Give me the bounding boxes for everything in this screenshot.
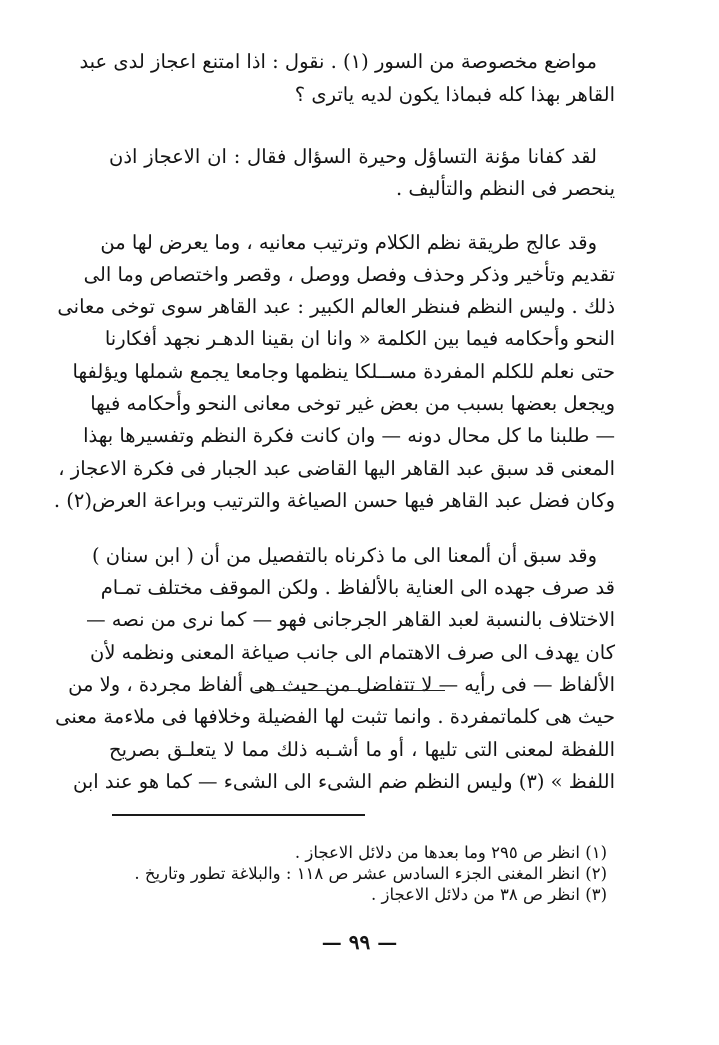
text-line: تقديم وتأخير وذكر وحذف وفصل ووصل ، وقصر واختصاص وما الى (83, 263, 615, 286)
text-line: النحو وأحكامه فيما بين الكلمة « وانا ان بقينا الدهـر نجهد أفكارنا (104, 327, 615, 350)
text-line: ويجعل بعضها بسبب من بعض غير توخى معانى النحو وأحكامه فيها (90, 392, 615, 415)
text-line: ذلك . وليس النظم فىنظر العالم الكبير : عبد القاهر سوى توخى معانى (57, 295, 615, 318)
text-line: قد صرف جهده الى العناية بالألفاظ . ولكن الموقف مختلف تمـام (100, 576, 615, 599)
text-line: وقد عالج طريقة نظم الكلام وترتيب معانيه ، وما يعرض لها من (100, 231, 597, 254)
text-line: كان يهدف الى صرف الاهتمام الى جانب صياغة المعنى ونظمه لأن (90, 641, 615, 664)
text-line: الألفاظ — فى رأيه — لا تتفاضل من حيث هى ألفاظ مجردة ، ولا من (68, 673, 615, 696)
hand-underline (255, 690, 445, 691)
text-line: ينحصر فى النظم والتأليف . (396, 177, 615, 200)
text-line: الاختلاف بالنسبة لعبد القاهر الجرجانى فهو — كما نرى من نصه — (86, 608, 615, 631)
text-line: مواضع مخصوصة من السور (١) . نقول : اذا امتنع اعجاز لدى عبد (79, 50, 597, 73)
text-line: القاهر بهذا كله فبماذا يكون لديه ياترى ؟ (294, 83, 615, 106)
footnote-divider (112, 814, 365, 816)
page-number: — ٩٩ — (321, 930, 398, 954)
text-line: وقد سبق أن ألمعنا الى ما ذكرناه بالتفصيل من أن ( ابن سنان ) (92, 544, 597, 567)
text-line: اللفظة لمعنى التى تليها ، أو ما أشـبه ذلك مما لا يتعلـق بصريح (109, 738, 615, 761)
footnote: (٢) انظر المغنى الجزء السادس عشر ص ١١٨ : والبلاغة تطور وتاريخ . (134, 864, 607, 883)
text-line: حتى نعلم للكلم المفردة مســلكا ينظمها وجامعا يجمع شملها ويؤلفها (72, 360, 615, 383)
text-line: وكان فضل عبد القاهر فيها حسن الصياغة والترتيب وبراعة العرض(٢) . (53, 489, 615, 512)
text-line: — طلبنا ما كل محال دونه — وان كانت فكرة النظم وتفسيرها بهذا (83, 424, 615, 447)
footnote: (٣) انظر ص ٣٨ من دلائل الاعجاز . (371, 885, 607, 904)
text-line: اللفظ » (٣) وليس النظم ضم الشىء الى الشىء — كما هو عند ابن (72, 770, 615, 793)
text-line: المعنى قد سبق عبد القاهر اليها القاضى عبد الجبار فى فكرة الاعجاز ، (58, 457, 615, 480)
text-line: حيث هى كلماتمفردة . وانما تثبت لها الفضيلة وخلافها فى ملاءمة معنى (55, 705, 615, 728)
text-line: لقد كفانا مؤنة التساؤل وحيرة السؤال فقال : ان الاعجاز اذن (109, 145, 597, 168)
footnote: (١) انظر ص ٢٩٥ وما بعدها من دلائل الاعجاز . (294, 843, 607, 862)
